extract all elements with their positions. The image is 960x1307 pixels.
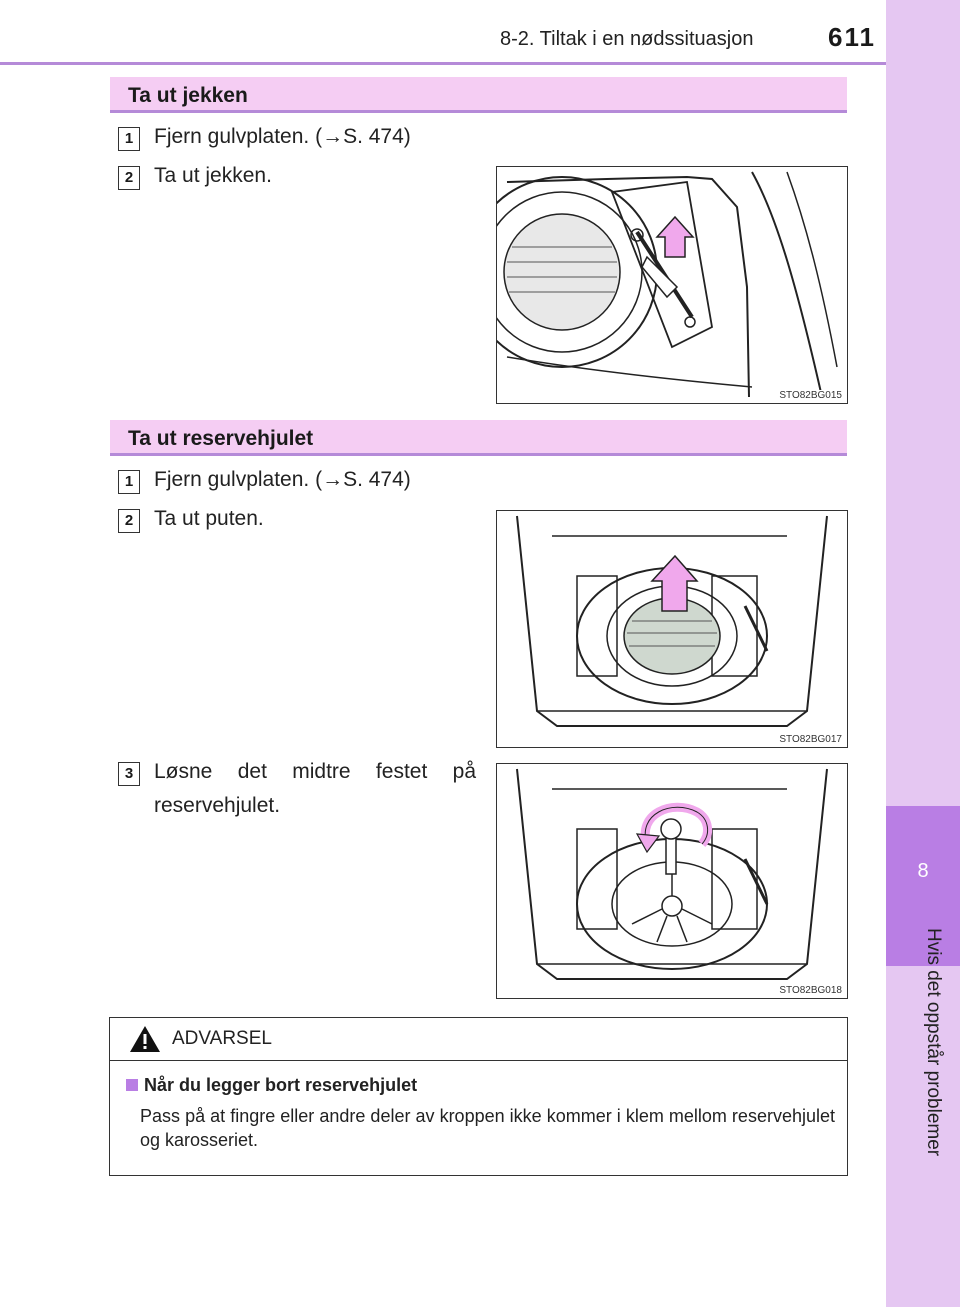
step-text: Ta ut puten. bbox=[154, 507, 264, 530]
bullet-square-icon bbox=[126, 1079, 138, 1091]
step-text: Fjern gulvplaten. (→S. 474) bbox=[154, 468, 411, 491]
step-text: Ta ut jekken. bbox=[154, 164, 272, 187]
warning-header bbox=[110, 1018, 847, 1061]
section-title-spare-wheel: Ta ut reservehjulet bbox=[110, 420, 847, 456]
warning-subtitle bbox=[126, 1075, 417, 1096]
step-text: Løsne det midtre festet på reservehjulet. bbox=[154, 760, 476, 817]
warning-box bbox=[109, 1017, 848, 1176]
illustration-jack-removal bbox=[496, 166, 848, 404]
figure-code: STO82BG017 bbox=[779, 734, 842, 745]
illustration-loosen-center-fixing bbox=[496, 763, 848, 999]
chapter-number: 8 bbox=[917, 860, 929, 882]
step-number: 2 bbox=[118, 509, 140, 533]
header-divider bbox=[0, 62, 886, 65]
step-number: 1 bbox=[118, 470, 140, 494]
section-title-jack: Ta ut jekken bbox=[110, 77, 847, 113]
illustration-cushion-removal bbox=[496, 510, 848, 748]
header-section-title: 8-2. Tiltak i en nødssituasjon bbox=[500, 28, 754, 50]
chapter-label: Hvis det oppstår problemer bbox=[923, 928, 944, 1157]
page-number: 611 bbox=[828, 22, 876, 52]
warning-triangle-icon bbox=[128, 1024, 162, 1054]
figure-code: STO82BG018 bbox=[779, 985, 842, 996]
step-text: Fjern gulvplaten. (→S. 474) bbox=[154, 125, 411, 148]
warning-body: Pass på at fingre eller andre deler av kroppen ikke kommer i klem mellom reservehjulet og karosseriet. bbox=[140, 1106, 835, 1150]
warning-title: ADVARSEL bbox=[172, 1028, 272, 1049]
step-number: 2 bbox=[118, 166, 140, 190]
step-number: 1 bbox=[118, 127, 140, 151]
step-number: 3 bbox=[118, 762, 140, 786]
warning-subtitle-text: Når du legger bort reservehjulet bbox=[144, 1075, 418, 1095]
figure-code: STO82BG015 bbox=[779, 390, 842, 401]
